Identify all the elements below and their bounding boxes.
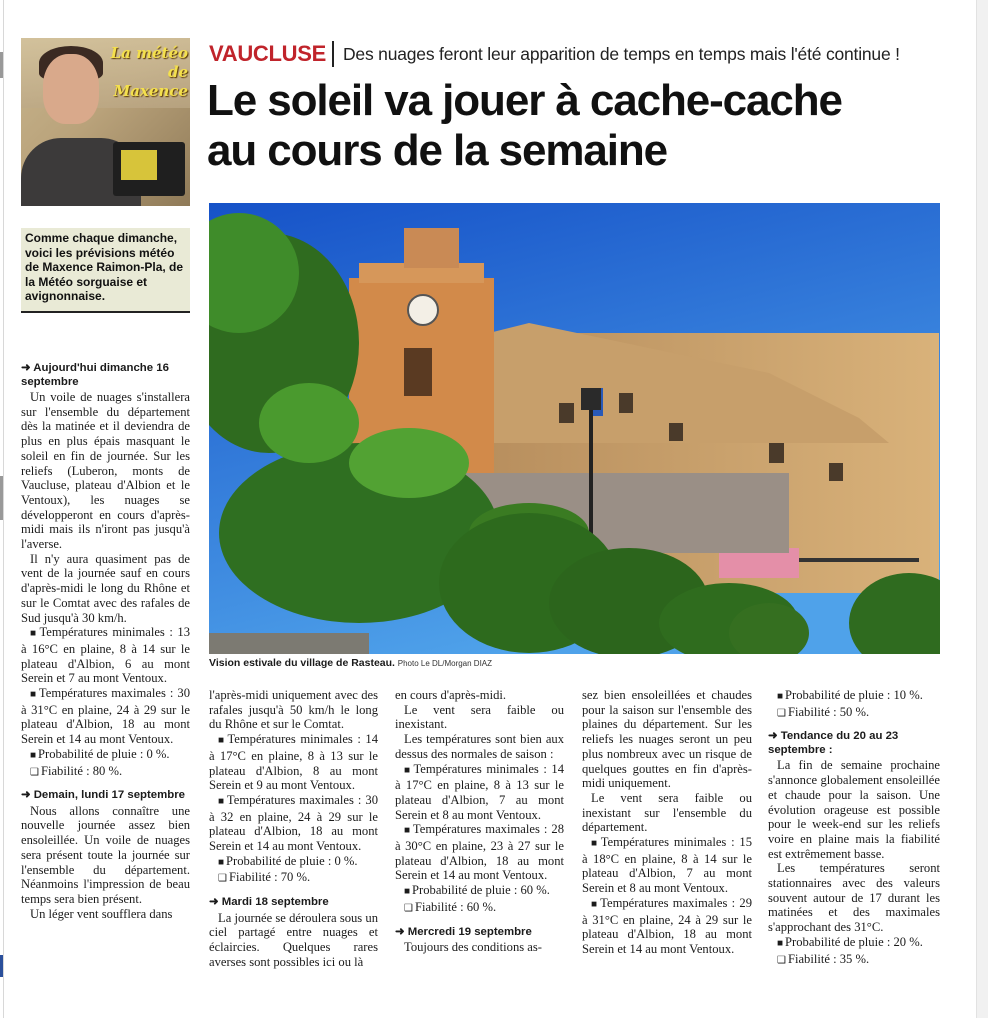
bullet-checkbox-icon: [777, 952, 788, 966]
bullet-square-icon: [404, 822, 413, 836]
paragraph: l'après-midi uniquement avec des rafales jusqu'à 50 km/h le long du Rhône et sur le Comtat.: [209, 688, 378, 732]
paragraph: Températures maximales : 28 à 30°C en plaine, 23 à 27 sur le plateau d'Albion, 18 au mont Serein et 14 au mont Ventoux.: [395, 822, 564, 883]
device-screen: [121, 150, 157, 180]
bullet-checkbox-icon: [218, 870, 229, 884]
edge-mark: [0, 476, 3, 520]
paragraph: Le vent sera faible ou inexistant.: [395, 702, 564, 732]
bullet-square-icon: [777, 935, 785, 949]
paragraph: Les températures seront stationnaires avec des valeurs souvent autour de 17 durant les matinées et des maximales s'approchant des 31°C.: [768, 861, 940, 935]
bullet-square-icon: [591, 835, 601, 849]
bullet-checkbox-icon: [777, 705, 788, 719]
paragraph: Un léger vent soufflera dans: [30, 906, 173, 921]
paragraph: Températures maximales : 29 à 31°C en plaine, 24 à 29 sur le plateau d'Albion, 18 au mont Serein et 14 au mont Ventoux.: [582, 895, 752, 956]
paragraph: Fiabilité : 50 %.: [787, 704, 870, 719]
day-heading: ➜ Demain, lundi 17 septembre: [21, 789, 185, 802]
paragraph: Fiabilité : 70 %.: [228, 870, 311, 885]
bullet-checkbox-icon: [30, 764, 41, 778]
column-3: [395, 688, 564, 955]
headline-line2: au cours de la semaine: [207, 126, 668, 175]
paragraph: Nous allons connaître une nouvelle journée assez bien ensoleillée. Un voile de nuages sera présent toute la journée sur l'ensemble du département. Néanmoins l'impression de beau temps sera bien présent.: [21, 803, 190, 906]
paragraph: Un voile de nuages s'installera sur l'ensemble du département dès la matinée et il deviendra de plus en plus épais masquant le soleil en fin de journée. Sur les reliefs (Luberon, monts de Vaucluse, plateau d'Albion et le Ventoux), les nuages se développeront en cours d'après-midi mais ils n'iront pas jusqu'à l'averse.: [21, 390, 190, 552]
paragraph: en cours d'après-midi.: [395, 688, 507, 702]
headline-line1: Le soleil va jouer à cache-cache: [207, 76, 842, 125]
edge-mark: [0, 52, 3, 78]
day-heading: ➜ Tendance du 20 au 23 septembre :: [768, 730, 899, 756]
bullet-checkbox-icon: [404, 900, 415, 914]
bullet-square-icon: [30, 747, 38, 761]
photo-credit: Photo Le DL/Morgan DIAZ: [397, 659, 493, 668]
paragraph: Probabilité de pluie : 0 %.: [38, 746, 170, 761]
intro-text: Comme chaque dimanche, voici les prévisions météo de Maxence Raimon-Pla, de la Météo sorguaise et avignonnaise.: [25, 231, 184, 303]
bullet-square-icon: [218, 793, 227, 807]
photo-caption: [209, 657, 492, 669]
paragraph: Fiabilité : 35 %.: [787, 951, 870, 966]
section-tag: VAUCLUSE: [209, 41, 326, 66]
paragraph: Fiabilité : 80 %.: [40, 763, 123, 778]
paragraph: Températures minimales : 15 à 18°C en plaine, 8 à 14 sur le plateau d'Albion, 7 au mont Serein et 8 au mont Ventoux.: [582, 835, 753, 896]
paragraph: sez bien ensoleillées et chaudes pour la saison sur l'ensemble des plaines du département. Sur les reliefs les nuages seront un peu plus nombreux avec un risque de quelques gouttes en fin d'après-midi uniquement.: [582, 688, 752, 791]
avatar-face: [43, 54, 99, 124]
paragraph: Toujours des conditions as-: [404, 940, 542, 955]
paragraph: Il n'y aura quasiment pas de vent de la journée sauf en cours d'après-midi le long du Rhône et sur le Comtat avec des rafales de Sud jusqu'à 30 km/h.: [21, 551, 190, 625]
bullet-square-icon: [777, 688, 785, 702]
paragraph: Températures maximales : 30 à 32 en plaine, 24 à 29 sur le plateau d'Albion, 18 au mont Serein et 14 au mont Ventoux.: [209, 792, 378, 854]
day-heading: ➜ Aujourd'hui dimanche 16 septembre: [21, 362, 169, 388]
day-heading: ➜ Mardi 18 septembre: [209, 896, 329, 909]
logo-line2: de Maxence: [113, 63, 188, 100]
page-gutter: [976, 0, 988, 1018]
edge-mark: [0, 955, 3, 977]
paragraph: Probabilité de pluie : 20 %.: [785, 934, 923, 949]
paragraph: Le vent sera faible ou inexistant sur l'ensemble du département.: [582, 790, 752, 835]
paragraph: Probabilité de pluie : 0 %.: [226, 853, 358, 868]
bullet-square-icon: [218, 854, 226, 868]
paragraph: Probabilité de pluie : 60 %.: [412, 883, 550, 898]
headline: [207, 76, 967, 176]
author-photo: [21, 38, 190, 206]
paragraph: Températures minimales : 14 à 17°C en plaine, 8 à 13 sur le plateau d'Albion, 7 au mont Serein et 8 au mont Ventoux.: [395, 761, 565, 822]
paragraph: Les températures sont bien aux dessus des normales de saison :: [395, 732, 564, 761]
column-5: [768, 688, 940, 968]
main-photo: [209, 203, 940, 654]
caption-text: Vision estivale du village de Rasteau.: [209, 657, 395, 669]
intro-box: [21, 228, 190, 313]
paragraph: Températures minimales : 14 à 17°C en plaine, 8 à 13 sur le plateau d'Albion, 8 au mont Serein et 9 au mont Ventoux.: [209, 732, 379, 793]
bullet-square-icon: [404, 883, 412, 897]
bullet-square-icon: [30, 686, 39, 700]
paragraph: La journée se déroulera sous un ciel partagé entre nuages et éclaircies. Quelques rares averses sont possibles ici ou là: [209, 910, 378, 969]
paragraph: Températures minimales : 13 à 16°C en plaine, 8 à 14 sur le plateau d'Albion, 6 au mont Serein et 7 au mont Ventoux.: [21, 625, 191, 686]
logo-line1: La météo: [110, 44, 188, 62]
kicker: [209, 39, 900, 69]
column-2: [209, 688, 378, 969]
kicker-separator: [332, 41, 334, 67]
left-edge-rule: [3, 0, 4, 1018]
village-illustration: [209, 203, 940, 654]
paragraph: Probabilité de pluie : 10 %.: [785, 688, 923, 702]
column-logo: [93, 44, 188, 101]
column-4: [582, 688, 752, 957]
column-1: [21, 362, 190, 921]
subheadline: Des nuages feront leur apparition de temps en temps mais l'été continue !: [342, 43, 900, 64]
paragraph: La fin de semaine prochaine s'annonce globalement ensoleillée et chaude pour la saison. Une évolution orageuse est possible pour le week-end sur les reliefs voire en plaine mais la fiabilité est extrêmement basse.: [768, 758, 940, 861]
paragraph: Températures maximales : 30 à 31°C en plaine, 24 à 29 sur le plateau d'Albion, 18 au mont Serein et 14 au mont Ventoux.: [21, 686, 190, 747]
paragraph: Fiabilité : 60 %.: [414, 899, 497, 914]
day-heading: ➜ Mercredi 19 septembre: [395, 925, 532, 938]
bullet-square-icon: [591, 896, 600, 910]
